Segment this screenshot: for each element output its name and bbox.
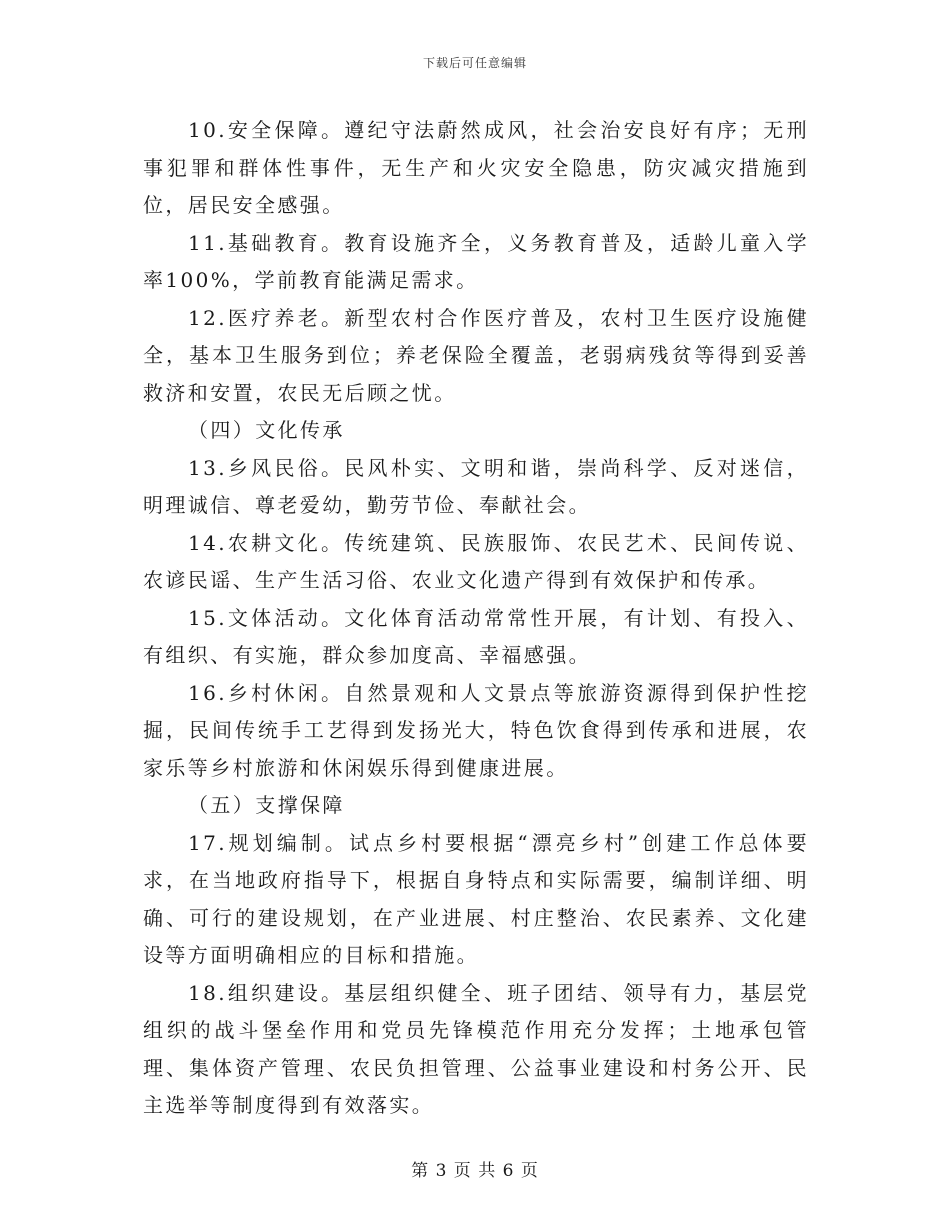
paragraph-customs: 13.乡风民俗。民风朴实、文明和谐，崇尚科学、反对迷信，明理诚信、尊老爱幼，勤劳节俭、奉献社会。: [143, 455, 809, 517]
paragraph-medical: 12.医疗养老。新型农村合作医疗普及，农村卫生医疗设施健全，基本卫生服务到位；养老保险全覆盖，老弱病残贫等得到妥善救济和安置，农民无后顾之忧。: [143, 305, 809, 405]
paragraph-organization: 18.组织建设。基层组织健全、班子团结、领导有力，基层党组织的战斗堡垒作用和党员先锋模范作用充分发挥；土地承包管理、集体资产管理、农民负担管理、公益事业建设和村务公开、民主选举等制度得到有效落实。: [143, 980, 809, 1117]
paragraph-planning: 17.规划编制。试点乡村要根据“漂亮乡村”创建工作总体要求，在当地政府指导下，根据自身特点和实际需要，编制详细、明确、可行的建设规划，在产业进展、村庄整治、农民素养、文化建设等方面明确相应的目标和措施。: [143, 830, 809, 967]
page-number: 第 3 页 共 6 页: [411, 1161, 539, 1181]
section-heading-support: （五）支撑保障: [188, 793, 345, 817]
page-header-note: 下载后可任意编辑: [422, 56, 527, 70]
paragraph-sports: 15.文体活动。文化体育活动常常性开展，有计划、有投入、有组织、有实施，群众参加度高、幸福感强。: [143, 605, 809, 667]
paragraph-education: 11.基础教育。教育设施齐全，义务教育普及，适龄儿童入学率100%，学前教育能满足需求。: [143, 230, 809, 292]
paragraph-safety: 10.安全保障。遵纪守法蔚然成风，社会治安良好有序；无刑事犯罪和群体性事件，无生产和火灾安全隐患，防灾减灾措施到位，居民安全感强。: [143, 118, 809, 217]
document-body: [143, 112, 809, 1125]
section-heading-culture: （四）文化传承: [188, 418, 345, 442]
paragraph-leisure: 16.乡村休闲。自然景观和人文景点等旅游资源得到保护性挖掘，民间传统手工艺得到发扬光大，特色饮食得到传承和进展，农家乐等乡村旅游和休闲娱乐得到健康进展。: [143, 680, 809, 780]
paragraph-farming-culture: 14.农耕文化。传统建筑、民族服饰、农民艺术、民间传说、农谚民谣、生产生活习俗、农业文化遗产得到有效保护和传承。: [143, 530, 809, 592]
